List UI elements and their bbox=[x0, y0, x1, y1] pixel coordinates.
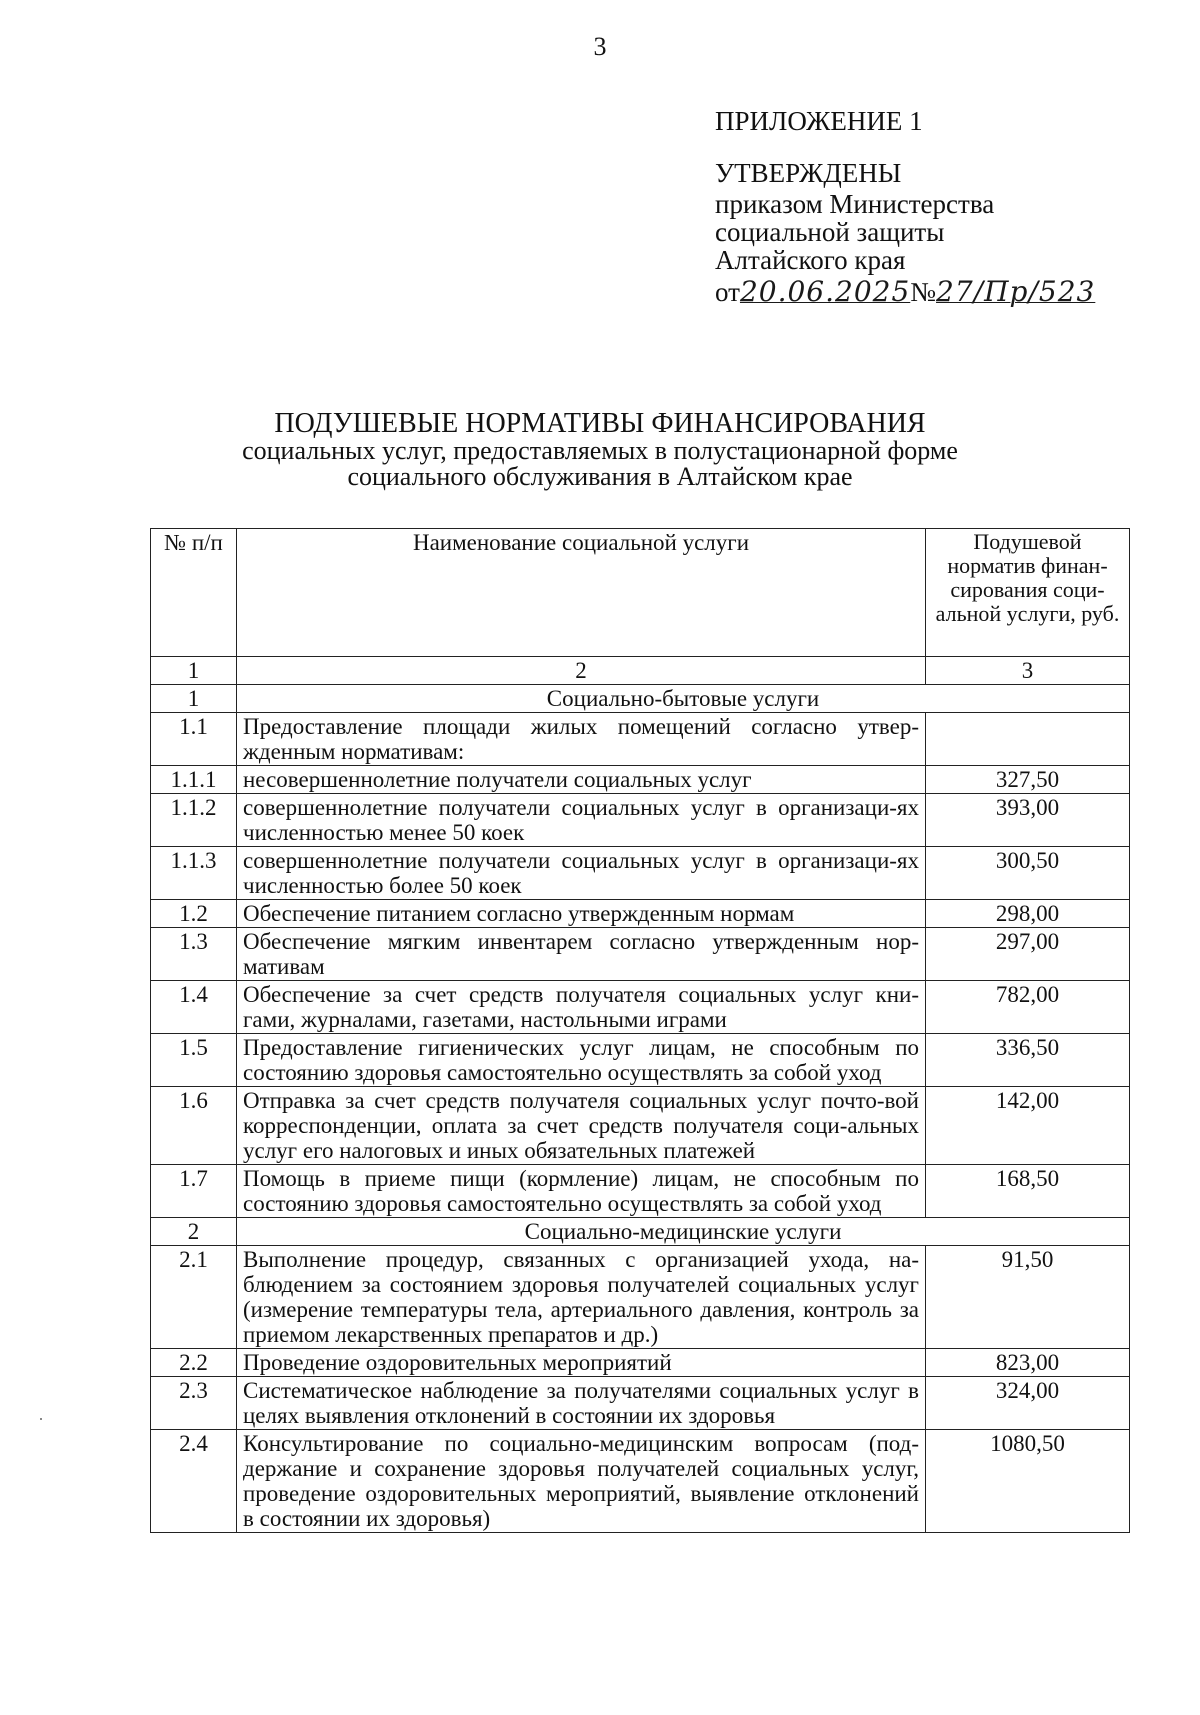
table-row bbox=[151, 1165, 1130, 1218]
header-service-name: Наименование социальной услуги bbox=[237, 529, 926, 657]
appendix-title: ПРИЛОЖЕНИЕ 1 bbox=[715, 106, 923, 136]
column-number: 1 bbox=[151, 657, 237, 685]
norm-value: 336,50 bbox=[926, 1034, 1130, 1087]
row-number: 2 bbox=[151, 1218, 237, 1246]
norm-value: 298,00 bbox=[926, 900, 1130, 928]
service-name: Консультирование по социально-медицинским вопросам (под-держание и сохранение здоровья получателей социальных услуг, проведение оздоровительных мероприятий, выявление отклонений в состоянии их здоровья) bbox=[237, 1430, 926, 1533]
norm-value: 300,50 bbox=[926, 847, 1130, 900]
table-section-row bbox=[151, 685, 1130, 713]
order-date-number bbox=[715, 276, 1095, 308]
norms-table bbox=[150, 528, 1130, 1533]
table-row bbox=[151, 713, 1130, 766]
norm-value bbox=[926, 713, 1130, 766]
table-row bbox=[151, 794, 1130, 847]
section-title: Социально-бытовые услуги bbox=[237, 685, 1130, 713]
heading-subtitle-1: социальных услуг, предоставляемых в полустационарной форме bbox=[242, 436, 958, 465]
norm-value: 393,00 bbox=[926, 794, 1130, 847]
row-number: 2.3 bbox=[151, 1377, 237, 1430]
row-number: 2.4 bbox=[151, 1430, 237, 1533]
service-name: Обеспечение за счет средств получателя социальных услуг кни-гами, журналами, газетами, настольными играми bbox=[237, 981, 926, 1034]
row-number: 1.5 bbox=[151, 1034, 237, 1087]
order-number: 27/Пр/523 bbox=[936, 275, 1096, 308]
table-row bbox=[151, 1246, 1130, 1349]
column-number: 2 bbox=[237, 657, 926, 685]
service-name: Предоставление гигиенических услуг лицам, не способным по состоянию здоровья самостоятельно осуществлять за собой уход bbox=[237, 1034, 926, 1087]
norm-value: 142,00 bbox=[926, 1087, 1130, 1165]
approved-label: УТВЕРЖДЕНЫ bbox=[715, 158, 902, 188]
row-number: 1.6 bbox=[151, 1087, 237, 1165]
service-name: несовершеннолетние получатели социальных услуг bbox=[237, 766, 926, 794]
service-name: совершеннолетние получатели социальных услуг в организаци-ях численностью менее 50 коек bbox=[237, 794, 926, 847]
row-number: 2.1 bbox=[151, 1246, 237, 1349]
order-date: 20.06.2025 bbox=[739, 275, 911, 308]
row-number: 2.2 bbox=[151, 1349, 237, 1377]
row-number: 1.4 bbox=[151, 981, 237, 1034]
heading-title: ПОДУШЕВЫЕ НОРМАТИВЫ ФИНАНСИРОВАНИЯ bbox=[274, 408, 926, 439]
heading-subtitle-2: социального обслуживания в Алтайском крае bbox=[347, 462, 853, 491]
norm-value: 91,50 bbox=[926, 1246, 1130, 1349]
row-number: 1.7 bbox=[151, 1165, 237, 1218]
approval-line-3: Алтайского края bbox=[715, 245, 906, 275]
service-name: Проведение оздоровительных мероприятий bbox=[237, 1349, 926, 1377]
service-name: Предоставление площади жилых помещений согласно утвер-жденным нормативам: bbox=[237, 713, 926, 766]
norm-value: 1080,50 bbox=[926, 1430, 1130, 1533]
column-number: 3 bbox=[926, 657, 1130, 685]
table-row bbox=[151, 981, 1130, 1034]
table-row bbox=[151, 1377, 1130, 1430]
service-name: Отправка за счет средств получателя социальных услуг почто-вой корреспонденции, оплата за счет средств получателя соци-альных услуг его налоговых и иных обязательных платежей bbox=[237, 1087, 926, 1165]
row-number: 1.1.3 bbox=[151, 847, 237, 900]
service-name: Обеспечение мягким инвентарем согласно утвержденным нор-мативам bbox=[237, 928, 926, 981]
table-section-row bbox=[151, 1218, 1130, 1246]
approval-line-2: социальной защиты bbox=[715, 217, 945, 247]
service-name: совершеннолетние получатели социальных услуг в организаци-ях численностью более 50 коек bbox=[237, 847, 926, 900]
header-norm-value: Подушевой норматив финан-сирования соци-альной услуги, руб. bbox=[926, 529, 1130, 657]
table-row bbox=[151, 847, 1130, 900]
norm-value: 327,50 bbox=[926, 766, 1130, 794]
row-number: 1 bbox=[151, 685, 237, 713]
approval-block bbox=[715, 106, 1095, 308]
section-title: Социально-медицинские услуги bbox=[237, 1218, 1130, 1246]
row-number: 1.1.2 bbox=[151, 794, 237, 847]
norm-value: 324,00 bbox=[926, 1377, 1130, 1430]
table-row bbox=[151, 1087, 1130, 1165]
service-name: Выполнение процедур, связанных с организацией ухода, на-блюдением за состоянием здоровья получателей социальных услуг (измерение температуры тела, артериального давления, контроль за приемом лекарственных препаратов и др.) bbox=[237, 1246, 926, 1349]
service-name: Систематическое наблюдение за получателями социальных услуг в целях выявления отклонений в состоянии их здоровья bbox=[237, 1377, 926, 1430]
row-number: 1.1.1 bbox=[151, 766, 237, 794]
page-number: 3 bbox=[593, 32, 607, 61]
table-row bbox=[151, 1349, 1130, 1377]
row-number: 1.3 bbox=[151, 928, 237, 981]
norm-value: 168,50 bbox=[926, 1165, 1130, 1218]
table-row bbox=[151, 766, 1130, 794]
table-header-row bbox=[151, 529, 1130, 657]
from-label: от bbox=[715, 277, 740, 307]
scan-speck bbox=[40, 1418, 42, 1420]
norm-value: 297,00 bbox=[926, 928, 1130, 981]
norm-value: 823,00 bbox=[926, 1349, 1130, 1377]
table-row bbox=[151, 928, 1130, 981]
norm-value: 782,00 bbox=[926, 981, 1130, 1034]
table-row bbox=[151, 900, 1130, 928]
document-heading bbox=[0, 410, 1200, 490]
table-column-numbers-row bbox=[151, 657, 1130, 685]
row-number: 1.1 bbox=[151, 713, 237, 766]
table-row bbox=[151, 1034, 1130, 1087]
table-body bbox=[151, 685, 1130, 1533]
number-label: № bbox=[910, 277, 937, 307]
service-name: Обеспечение питанием согласно утвержденным нормам bbox=[237, 900, 926, 928]
row-number: 1.2 bbox=[151, 900, 237, 928]
service-name: Помощь в приеме пищи (кормление) лицам, не способным по состоянию здоровья самостоятельно осуществлять за собой уход bbox=[237, 1165, 926, 1218]
approval-line-1: приказом Министерства bbox=[715, 189, 995, 219]
table-row bbox=[151, 1430, 1130, 1533]
header-number: № п/п bbox=[151, 529, 237, 657]
